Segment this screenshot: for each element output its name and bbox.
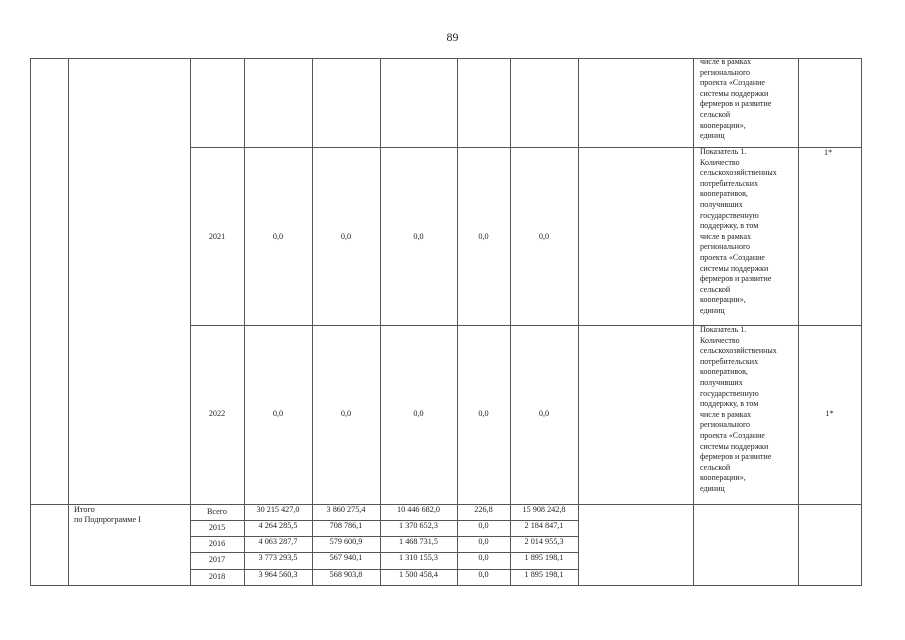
- value-cell: 0,0: [340, 409, 352, 418]
- row-line: [30, 585, 862, 586]
- col-line: [861, 58, 862, 586]
- value-cell: 30 215 427,0: [256, 505, 300, 514]
- indicator-fragment: числе в рамках регионального проекта «Создание системы поддержки фермеров и развитие сельской кооперации», единиц: [700, 57, 772, 141]
- value-cell: 4 063 287,7: [258, 537, 298, 546]
- value-cell: 0,0: [478, 521, 489, 530]
- value-cell: 0,0: [413, 232, 424, 241]
- value-cell: 2 014 955,3: [524, 537, 564, 546]
- value-cell: 0,0: [478, 232, 489, 241]
- value-cell: 1 895 198,1: [524, 553, 564, 562]
- value-cell: 0,0: [478, 409, 489, 418]
- year-cell: 2015: [208, 523, 226, 532]
- col-line: [798, 58, 799, 586]
- value-cell: 1 310 155,3: [399, 553, 438, 562]
- value-cell: 4 264 285,5: [258, 521, 298, 530]
- value-cell: 15 908 242,8: [522, 505, 566, 514]
- indicator-text: Показатель 1. Количество сельскохозяйственных потребительских кооперативов, получивших государственную поддержку, в том числе в рамках регионального проекта «Создание системы поддержки фермеров и развитие сельской кооперации», единиц: [700, 147, 777, 315]
- value-cell: 3 860 275,4: [326, 505, 366, 514]
- target-value: 1*: [824, 148, 833, 157]
- value-cell: 1 895 198,1: [524, 570, 564, 579]
- value-cell: 568 903,8: [329, 570, 363, 579]
- col-line: [693, 58, 694, 586]
- value-cell: 579 600,9: [329, 537, 363, 546]
- col-line: [68, 58, 69, 586]
- value-cell: 708 786,1: [329, 521, 363, 530]
- value-cell: 0,0: [478, 553, 489, 562]
- value-cell: 2 184 847,1: [524, 521, 564, 530]
- value-cell: 1 370 652,3: [399, 521, 438, 530]
- value-cell: 0,0: [478, 537, 489, 546]
- year-cell: 2016: [208, 539, 226, 548]
- page-number: 89: [446, 30, 459, 44]
- col-line: [30, 58, 31, 586]
- value-cell: 10 446 682,0: [397, 505, 440, 514]
- value-cell: 0,0: [538, 232, 550, 241]
- value-cell: 0,0: [478, 570, 489, 579]
- value-cell: 3 773 293,5: [258, 553, 298, 562]
- indicator-text: Показатель 1. Количество сельскохозяйственных потребительских кооперативов, получивших государственную поддержку, в том числе в рамках регионального проекта «Создание системы поддержки фермеров и развитие сельской кооперации», единиц: [700, 325, 777, 493]
- value-cell: 0,0: [413, 409, 424, 418]
- totals-label: Итого по Подпрограмме I: [74, 505, 141, 524]
- value-cell: 1 468 731,5: [399, 537, 438, 546]
- year-cell: Всего: [206, 507, 228, 516]
- budget-table: [30, 58, 862, 586]
- value-cell: 3 964 560,3: [258, 570, 298, 579]
- year-cell: 2018: [208, 572, 226, 581]
- value-cell: 0,0: [272, 409, 284, 418]
- value-cell: 1 500 458,4: [399, 570, 438, 579]
- year-cell: 2022: [208, 409, 226, 418]
- value-cell: 0,0: [340, 232, 352, 241]
- value-cell: 226,8: [474, 505, 493, 514]
- year-cell: 2021: [208, 232, 226, 241]
- col-line: [578, 58, 579, 586]
- year-cell: 2017: [208, 555, 226, 564]
- value-cell: 0,0: [272, 232, 284, 241]
- value-cell: 567 940,1: [329, 553, 363, 562]
- value-cell: 0,0: [538, 409, 550, 418]
- target-value: 1*: [825, 409, 834, 418]
